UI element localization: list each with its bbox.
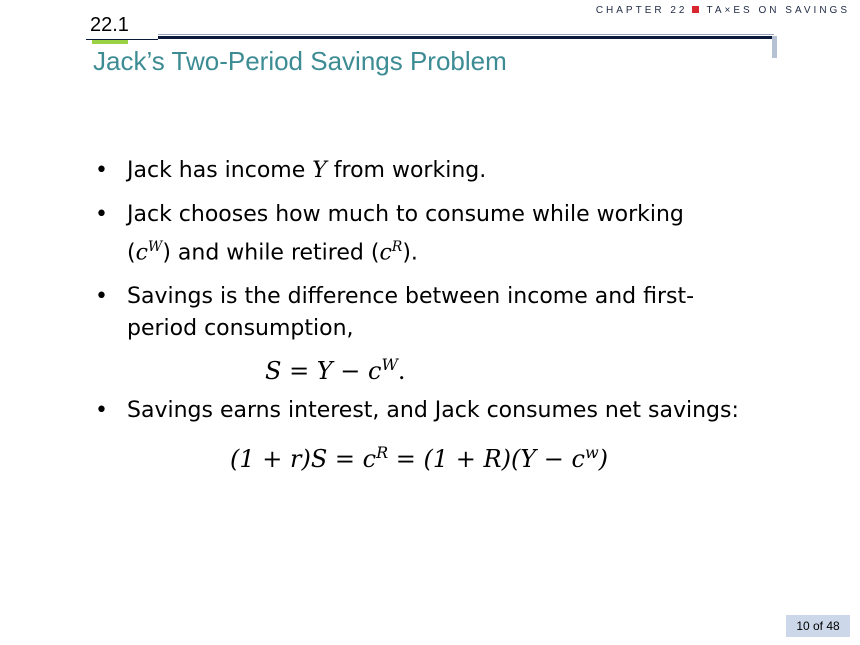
equation-text: = (1 + R)(Y − c <box>388 445 585 474</box>
bullet-dot-icon: • <box>95 158 108 183</box>
bullet-line: Savings is the difference between income and first- <box>127 284 695 310</box>
chapter-label: CHAPTER 22 <box>595 5 688 16</box>
bullet-text: ). <box>402 240 418 266</box>
bullet-text: ) and while retired ( <box>162 240 380 266</box>
equation-sup: w <box>584 443 599 463</box>
equation-sup: R <box>376 443 389 463</box>
bullet-line: period consumption, <box>127 316 354 342</box>
bullet-text: Savings earns interest, and Jack consumes net savings: <box>127 398 739 424</box>
rule-top <box>158 36 774 39</box>
equation-text: ) <box>598 445 609 474</box>
equation-savings <box>95 347 785 389</box>
math-var: c <box>379 240 392 266</box>
bullet-text: Jack has income <box>127 158 313 183</box>
bullet-savings <box>95 281 785 345</box>
equation-text: S = Y − c <box>265 357 382 386</box>
math-var: c <box>135 240 148 266</box>
bullet-list <box>95 155 785 477</box>
page-indicator: 10 of 48 <box>786 615 850 637</box>
bullet-text: ( <box>127 240 136 266</box>
bullet-income <box>95 155 785 187</box>
rule-gray <box>158 34 774 35</box>
bullet-interest <box>95 395 785 427</box>
math-sup: R <box>391 239 403 255</box>
bullet-dot-icon: • <box>95 284 108 310</box>
bullet-dot-icon: • <box>95 202 108 227</box>
section-number: 22.1 <box>90 14 129 36</box>
bullet-consume <box>95 199 785 269</box>
rule-left <box>86 39 158 40</box>
chapter-header <box>596 5 850 16</box>
bullet-line <box>127 231 785 269</box>
equation-text: . <box>397 357 406 386</box>
bullet-dot-icon: • <box>95 398 108 424</box>
rule-end <box>772 36 777 58</box>
slide-title: Jack’s Two-Period Savings Problem <box>93 46 507 76</box>
equation-sup: W <box>381 355 398 375</box>
math-sup: W <box>147 239 163 255</box>
equation-text: (1 + r)S = c <box>230 445 377 474</box>
header-separator-icon <box>692 6 699 13</box>
equation-consumption <box>95 435 785 477</box>
bullet-text: from working. <box>326 158 487 183</box>
bullet-line: Jack chooses how much to consume while working <box>127 202 684 227</box>
math-var: Y <box>312 158 327 183</box>
chapter-topic: TA×ES ON SAVINGS <box>706 5 850 16</box>
